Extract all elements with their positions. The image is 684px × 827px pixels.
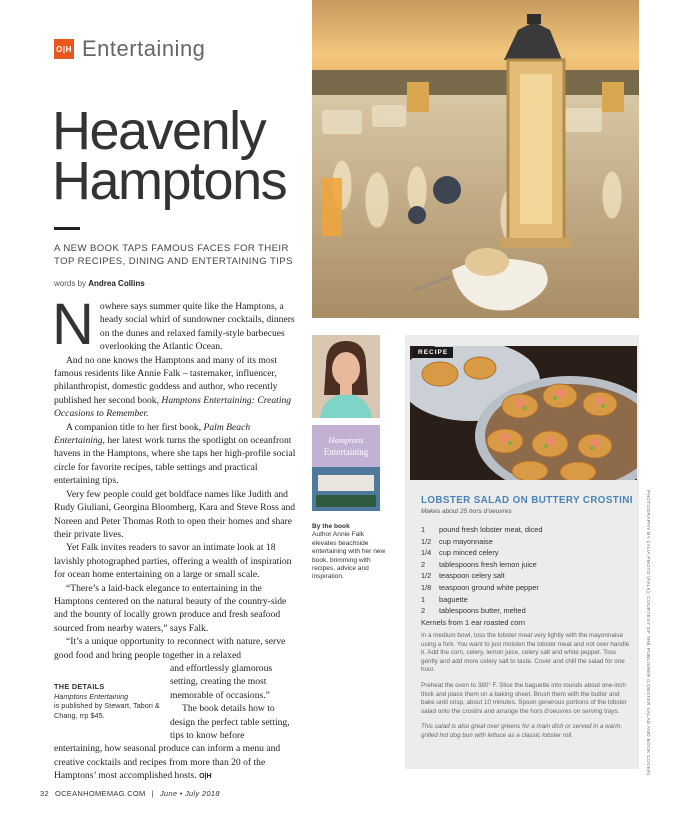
book-cover: [312, 425, 380, 511]
byline-prefix: words by: [54, 279, 87, 288]
paragraph-8b: entertaining, how seasonal produce can inform a menu and creative cocktails and recipes from more than 20 of the Hamptons’ most accomplished hosts. O|H: [54, 743, 281, 782]
paragraph-7a: “It’s a unique opportunity to reconnect with nature, serve good food and bring people together in a relaxed: [54, 636, 286, 661]
details-text: is published by Stewart, Tabori & Chang, rrp $45.: [54, 701, 160, 720]
ingredient-row: 1 baguette: [421, 594, 468, 604]
paragraph-5: Yet Falk invites readers to savor an intimate look at 18 lavishly photographed parties, offering a wealth of inspiration for ocean home entertaining on a large or small scale.: [54, 542, 292, 581]
book-caption: [312, 523, 390, 582]
caption-heading: By the book: [312, 523, 350, 530]
portrait-image: [312, 335, 380, 418]
paragraph-7b: and effortlessly glamorous setting, creating the most memorable of occasions.”: [170, 662, 273, 701]
deck: A NEW BOOK TAPS FAMOUS FACES FOR THEIR TOP RECIPES, DINING AND ENTERTAINING TIPS: [54, 243, 293, 267]
recipe-method: [421, 632, 631, 748]
ingredient-row: Kernels from 1 ear roasted corn: [421, 617, 525, 627]
byline-author: Andrea Collins: [88, 279, 145, 288]
ingredient-row: 1/4 cup minced celery: [421, 548, 499, 558]
paragraph-6: “There’s a laid-back elegance to entertaining in the Hamptons centered on the natural beauty of the country-side and the bounty of locally grown produce and fresh seafood sourced from nearby waters,” says Falk.: [54, 582, 287, 634]
paragraph-8a: The book details how to design the perfect table setting, tips to know before: [170, 703, 290, 741]
end-mark: O|H: [199, 773, 212, 781]
headline-line-1: Heavenly: [52, 101, 266, 161]
headline: [52, 101, 287, 211]
recipe-tag: RECIPE: [413, 347, 453, 358]
dinner-table-image: [312, 0, 639, 318]
headline-line-2: Hamptons: [52, 151, 287, 211]
method-step-1: In a medium bowl, toss the lobster meat very lightly with the mayonnaise using a fork. You want to just moisten the lobster meat and not over handle it. Add the corn, celery, lemon juice, celery salt and white pepper. Toss gently and add more celery salt to taste. Cover and chill the salad for one hour.: [421, 632, 630, 674]
details-book-title: Hamptons Entertaining: [54, 691, 129, 701]
book-cover-title-2: Entertaining: [323, 447, 369, 457]
ingredients-list: [421, 524, 631, 628]
page-number: 32: [40, 789, 49, 798]
recipe-note: This salad is also great over greens for a main dish or served in a warm, grilled hot dog bun with lettuce as a classic lobster roll.: [421, 723, 623, 739]
details-heading: THE DETAILS: [54, 682, 105, 691]
recipe-title: LOBSTER SALAD ON BUTTERY CROSTINI: [421, 495, 633, 506]
section-name: Entertaining: [82, 36, 206, 61]
ingredient-row: 2 tablespoons fresh lemon juice: [421, 559, 537, 569]
magazine-logo: O|H: [54, 39, 74, 59]
ingredient-row: 2 tablespoons butter, melted: [421, 606, 526, 616]
hero-photo: [312, 0, 639, 318]
recipe-photo: [410, 346, 637, 480]
paragraph-1: Nowhere says summer quite like the Hamptons, a heady social whirl of sundowner cocktails, dinners on the dunes and relaxed family-style barbecues overlooking the Atlantic Ocean.: [52, 292, 295, 357]
paragraph-4: Very few people could get boldface names like Judith and Rudy Giuliani, Georgina Bloomberg, Kara and Steve Ross and Noreen and Peter Thomas Roth to open their homes and share their private lives.: [54, 488, 296, 540]
photo-credit: PHOTOGRAPHY BY LYLIA PHOTO (FALK); COURTESY OF THE PUBLISHER (LOBSTER SALAD AND BOOK COVER): [645, 490, 650, 776]
method-step-2: Preheat the oven to 380° F. Slice the baguette into rounds about one-inch thick and place them on a baking sheet. Brush them with the butter and bake until crisp, about 10 minutes. Spoon generous portions of the lobster salad onto the crostini and arrange the hors d’oeuvres on serving trays.: [421, 681, 627, 715]
issue-date: June • July 2018: [159, 789, 220, 798]
paragraph-3: A companion title to her first book, Palm Beach Entertaining, her latest work turns the spotlight on oceanfront havens in the Hamptons, where she taps her high-profile social circle for favorite recipes, table settings and practical entertaining tips.: [54, 421, 296, 487]
byline: [54, 279, 145, 288]
paragraph-2: And no one knows the Hamptons and many of its most famous residents like Annie Falk – tastemaker, influencer, philanthropist, domestic goddess and author, who recently published her second book, Hamptons Entertaining: Creating Occasions to Remember.: [54, 354, 292, 420]
ingredient-row: 1/8 teaspoon ground white pepper: [421, 582, 539, 592]
crostini-image: [410, 346, 637, 480]
drop-cap: N: [52, 292, 94, 357]
ingredient-row: 1 pound fresh lobster meat, diced: [421, 525, 543, 534]
page-footer: [40, 789, 220, 798]
author-portrait: [312, 335, 380, 418]
ingredient-row: 1/2 teaspoon celery salt: [421, 571, 505, 581]
section-header: [54, 36, 205, 62]
footer-separator: |: [151, 789, 154, 798]
book-cover-image: [312, 425, 380, 511]
website: OCEANHOMEMAG.COM: [54, 789, 146, 798]
headline-rule: [54, 227, 80, 230]
ingredient-row: 1/2 cup mayonnaise: [421, 536, 493, 546]
book-cover-title-1: Hamptons: [328, 435, 364, 445]
caption-text: Author Annie Falk elevates beachside entertaining with her new book, brimming with recipes, advice and inspiration.: [312, 531, 386, 581]
recipe-yield: Makes about 25 hors d’oeuvres: [421, 508, 512, 515]
details-box: [54, 682, 160, 720]
